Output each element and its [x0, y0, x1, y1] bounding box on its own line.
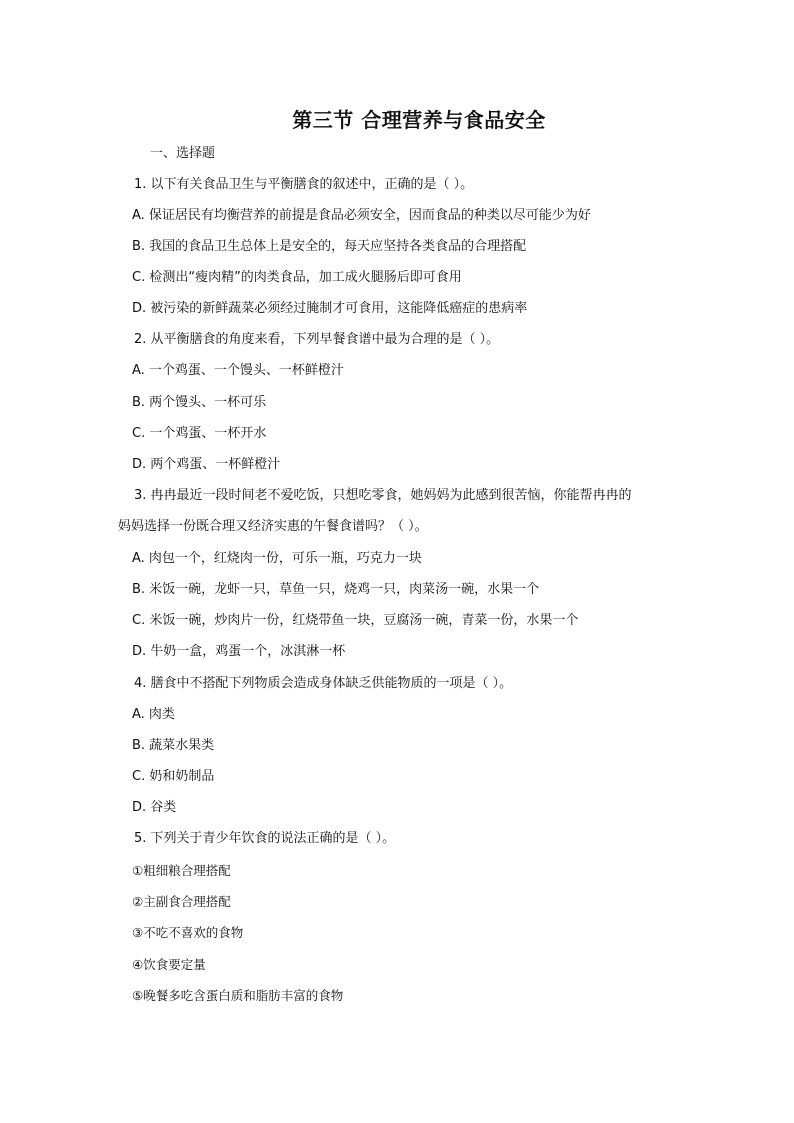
- question-3-option-b: B. 米饭一碗，龙虾一只，草鱼一只，烧鸡一只，肉菜汤一碗，水果一个: [132, 582, 540, 597]
- question-2-option-c: C. 一个鸡蛋、一杯开水: [132, 426, 267, 441]
- page-title: 第三节 合理营养与食品安全: [292, 108, 546, 132]
- question-1-option-c: C. 检测出“瘦肉精”的肉类食品，加工成火腿肠后即可食用: [132, 270, 462, 285]
- question-1-option-a: A. 保证居民有均衡营养的前提是食品必须安全，因而食品的种类以尽可能少为好: [132, 208, 591, 223]
- question-3-stem-line-1: 3. 冉冉最近一段时间老不爱吃饭，只想吃零食，她妈妈为此感到很苦恼，你能帮冉冉的: [134, 488, 632, 503]
- question-5-item-1: ①粗细粮合理搭配: [132, 863, 231, 878]
- question-5-item-2: ②主副食合理搭配: [132, 894, 231, 909]
- question-5-item-3: ③不吃不喜欢的食物: [132, 925, 244, 940]
- question-1-option-b: B. 我国的食品卫生总体上是安全的，每天应坚持各类食品的合理搭配: [132, 239, 527, 254]
- question-2-option-b: B. 两个馒头、一杯可乐: [132, 395, 267, 410]
- question-4-option-b: B. 蔬菜水果类: [132, 738, 215, 753]
- question-2-option-d: D. 两个鸡蛋、一杯鲜橙汁: [132, 457, 281, 472]
- question-4-option-a: A. 肉类: [132, 707, 175, 722]
- question-2-stem: 2. 从平衡膳食的角度来看，下列早餐食谱中最为合理的是（ ）。: [134, 332, 500, 347]
- question-4-stem: 4. 膳食中不搭配下列物质会造成身体缺乏供能物质的一项是（ ）。: [134, 676, 513, 691]
- question-4-option-d: D. 谷类: [132, 800, 177, 815]
- question-3-option-d: D. 牛奶一盒，鸡蛋一个，冰淇淋一杯: [132, 644, 346, 659]
- question-5-stem: 5. 下列关于青少年饮食的说法正确的是（ ）。: [134, 831, 396, 846]
- question-2-option-a: A. 一个鸡蛋、一个馒头、一杯鲜橙汁: [132, 363, 344, 378]
- question-4-option-c: C. 奶和奶制品: [132, 769, 215, 784]
- question-1-option-d: D. 被污染的新鲜蔬菜必须经过腌制才可食用，这能降低癌症的患病率: [132, 301, 528, 316]
- question-5-item-4: ④饮食要定量: [132, 957, 206, 972]
- question-5-item-5: ⑤晚餐多吃含蛋白质和脂肪丰富的食物: [132, 988, 344, 1003]
- question-1-stem: 1. 以下有关食品卫生与平衡膳食的叙述中，正确的是（ ）。: [134, 177, 474, 192]
- section-heading: 一、选择题: [150, 146, 216, 161]
- question-3-stem-line-2: 妈妈选择一份既合理又经济实惠的午餐食谱吗？（ ）。: [118, 519, 428, 534]
- question-3-option-a: A. 肉包一个，红烧肉一份，可乐一瓶，巧克力一块: [132, 551, 422, 566]
- question-3-option-c: C. 米饭一碗，炒肉片一份，红烧带鱼一块，豆腐汤一碗，青菜一份，水果一个: [132, 613, 579, 628]
